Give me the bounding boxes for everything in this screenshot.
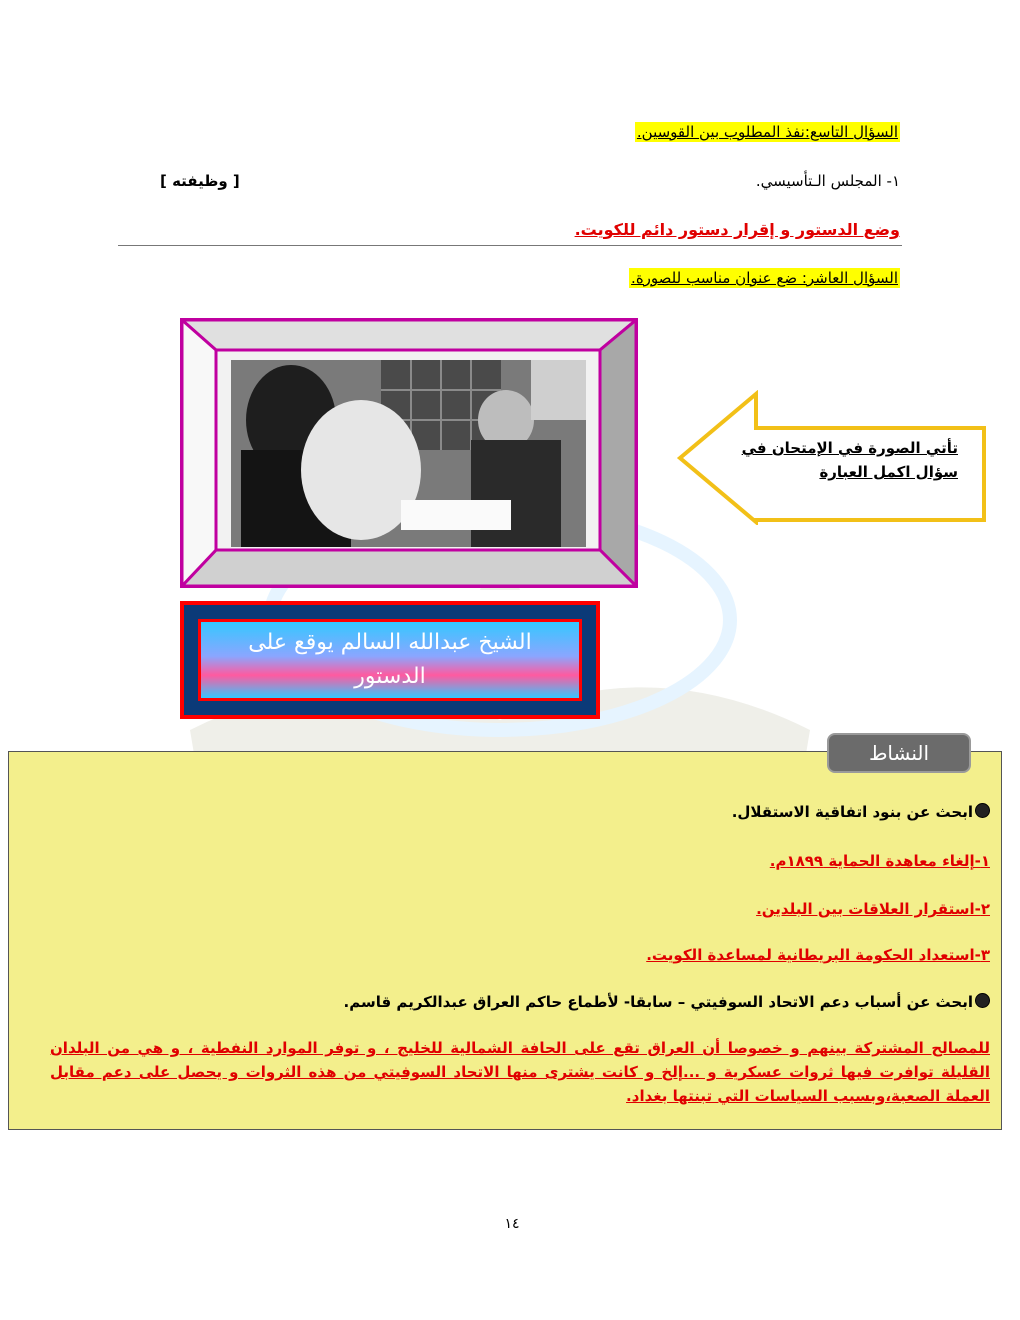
signing-photo [231,360,586,547]
caption-box [180,601,600,719]
activity-answer-3: ٣-استعداد الحكومة البريطانية لمساعدة الكويت. [646,946,990,964]
activity-question-1 [732,803,990,821]
arrow-note: تأتي الصورة في الإمتحان في سؤال اكمل العبارة [741,439,958,481]
question-9-bracket: [ وظيفته ] [160,172,240,190]
page-number: ١٤ [504,1216,520,1232]
question-9-item: ١- المجلس الـتأسيسي. [755,172,900,190]
activity-answer-1: ١-إلغاء معاهدة الحماية ١٨٩٩م. [769,852,990,870]
activity-question-2 [344,993,990,1011]
divider-line [118,245,902,246]
activity-tab: النشاط [827,733,971,773]
bullet-icon [975,993,990,1008]
activity-question-2-text: ابحث عن أسباب دعم الاتحاد السوفيتي – سابقا- لأطماع حاكم العراق عبدالكريم قاسم. [343,993,973,1011]
bullet-icon [975,803,990,818]
question-9-title: السؤال التاسع:نفذ المطلوب بين القوسين. [636,123,898,141]
question-10-title: السؤال العاشر: ضع عنوان مناسب للصورة. [631,269,898,287]
activity-answer-2: ٢-استقرار العلاقات بين البلدين. [756,900,990,918]
activity-question-1-text: ابحث عن بنود اتفاقية الاستقلال. [731,803,973,821]
caption-text: الشيخ عبدالله السالم يوقع على الدستور [198,619,582,701]
question-9-answer: وضع الدستور و إقرار دستور دائم للكويت. [574,220,900,239]
activity-answer-paragraph: للمصالح المشتركة بينهم و خصوصا أن العراق تقع على الحافة الشمالية للخليج ، و توفر الموارد النفطية ، و هي من البلدان القليلة توافرت فيها ثروات عسكرية و ...إلخ و كانت يشترى منها الاتحاد السوفيتي من هذه الثروات و يحصل على دعم مقابل العملة الصعبة،وبسبب السياسات التي تبنتها بغداد. [50,1039,990,1105]
